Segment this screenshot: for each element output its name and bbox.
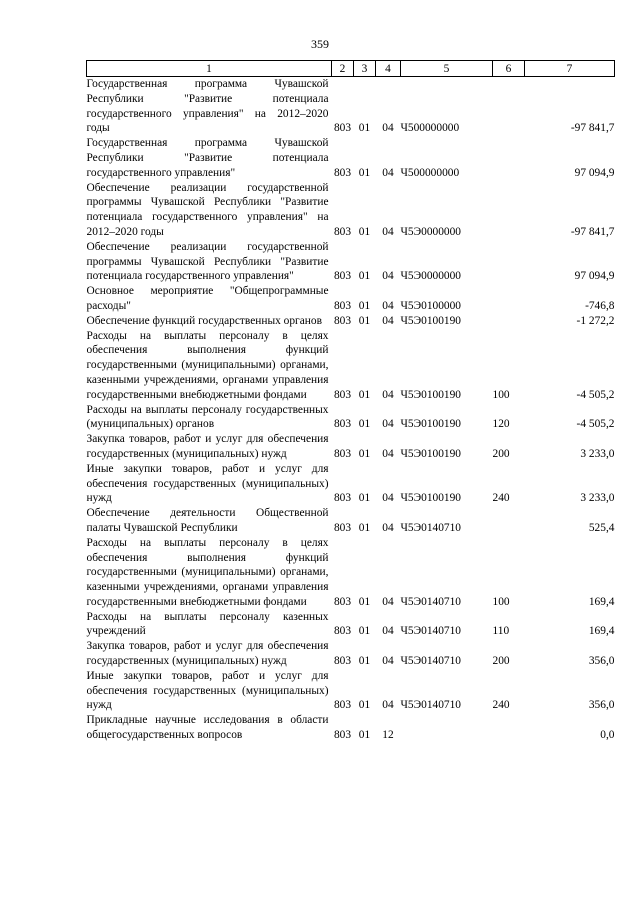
row-name-text: Обеспечение реализации государственной программы Чувашской Республики "Развитие потенциала государственного управления" xyxy=(86,240,329,283)
table-row xyxy=(87,329,615,403)
table-row xyxy=(87,669,615,713)
row-subsection-code: 04 xyxy=(382,699,394,712)
column-header: 4 xyxy=(376,61,401,77)
row-expense-type xyxy=(493,136,525,180)
row-ministry-code: 803 xyxy=(333,388,352,401)
row-name xyxy=(87,639,332,669)
row-name xyxy=(87,506,332,536)
row-section-code: 01 xyxy=(358,122,371,135)
table-row xyxy=(87,181,615,240)
row-amount: -4 505,2 xyxy=(576,418,615,431)
row-target-article: Ч5Э0140710 xyxy=(400,521,461,534)
row-amount: -97 841,7 xyxy=(570,225,615,238)
row-section-code: 01 xyxy=(358,625,371,638)
table-row xyxy=(87,506,615,536)
table-row xyxy=(87,240,615,284)
row-ministry-code: 803 xyxy=(333,447,352,460)
row-target-article xyxy=(401,713,493,743)
row-expense-type xyxy=(493,506,525,536)
row-name xyxy=(87,610,332,640)
row-target-article: Ч500000000 xyxy=(400,122,460,135)
row-ministry-code: 803 xyxy=(333,595,352,608)
column-header: 7 xyxy=(525,61,615,77)
row-section-code: 01 xyxy=(358,166,371,179)
row-name xyxy=(87,77,332,137)
row-name-text: Расходы на выплаты персоналу в целях обеспечения выполнения функций государственными (муниципальными) органами, казенными учреждениями, органами управления государственными внебюджетными фондами xyxy=(86,536,329,608)
column-header: 3 xyxy=(354,61,376,77)
row-expense-type xyxy=(493,77,525,137)
row-amount: -1 272,2 xyxy=(576,314,615,327)
row-name-text: Расходы на выплаты персоналу государственных (муниципальных) органов xyxy=(86,403,329,431)
row-name-text: Обеспечение реализации государственной программы Чувашской Республики "Развитие потенциала государственного управления" на 2012–2020 годы xyxy=(86,181,329,238)
table-row xyxy=(87,432,615,462)
row-subsection-code: 04 xyxy=(382,447,394,460)
row-target-article: Ч5Э0140710 xyxy=(400,595,461,608)
column-header: 5 xyxy=(401,61,493,77)
row-target-article: Ч500000000 xyxy=(400,166,460,179)
row-section-code: 01 xyxy=(358,492,371,505)
table-row xyxy=(87,314,615,329)
table-row xyxy=(87,403,615,433)
row-amount: 3 233,0 xyxy=(580,447,615,460)
row-name-text: Закупка товаров, работ и услуг для обеспечения государственных (муниципальных) нужд xyxy=(86,640,329,668)
row-expense-type: 240 xyxy=(492,699,510,712)
row-expense-type xyxy=(493,314,525,329)
row-name xyxy=(87,403,332,433)
column-header: 2 xyxy=(332,61,354,77)
row-expense-type: 100 xyxy=(492,595,510,608)
row-name xyxy=(87,329,332,403)
row-expense-type xyxy=(493,181,525,240)
row-ministry-code: 803 xyxy=(333,122,352,135)
row-target-article: Ч5Э0100190 xyxy=(400,388,461,401)
row-expense-type xyxy=(493,713,525,743)
row-name-text: Основное мероприятие "Общепрограммные расходы" xyxy=(86,285,329,312)
row-expense-type xyxy=(493,240,525,284)
row-expense-type: 200 xyxy=(492,447,510,460)
row-target-article: Ч5Э0100190 xyxy=(400,418,461,431)
row-amount: -746,8 xyxy=(585,299,615,312)
row-name-text: Иные закупки товаров, работ и услуг для обеспечения государственных (муниципальных) нужд xyxy=(86,462,329,505)
column-header: 6 xyxy=(493,61,525,77)
row-name-text: Обеспечение функций государственных органов xyxy=(86,314,322,327)
row-name-text: Закупка товаров, работ и услуг для обеспечения государственных (муниципальных) нужд xyxy=(86,433,329,460)
row-amount: 97 094,9 xyxy=(574,166,615,179)
row-ministry-code: 803 xyxy=(333,225,352,238)
row-section-code: 01 xyxy=(358,299,371,312)
table-row xyxy=(87,610,615,640)
row-name xyxy=(87,240,332,284)
row-subsection-code: 04 xyxy=(382,166,394,179)
row-amount: 169,4 xyxy=(588,595,615,608)
row-target-article: Ч5Э0100190 xyxy=(400,492,461,505)
row-section-code: 01 xyxy=(358,314,371,327)
row-amount: 525,4 xyxy=(588,521,615,534)
row-target-article: Ч5Э0140710 xyxy=(400,625,461,638)
row-name xyxy=(87,669,332,713)
row-amount: 169,4 xyxy=(588,625,615,638)
row-section-code: 01 xyxy=(358,595,371,608)
row-subsection-code: 04 xyxy=(382,418,394,431)
row-ministry-code: 803 xyxy=(333,492,352,505)
row-expense-type: 200 xyxy=(492,655,510,668)
row-subsection-code: 04 xyxy=(382,625,394,638)
row-section-code: 01 xyxy=(358,388,371,401)
page-number: 359 xyxy=(311,37,329,51)
row-amount: 0,0 xyxy=(600,729,615,742)
table-row xyxy=(87,284,615,314)
row-section-code: 01 xyxy=(358,418,371,431)
table-row xyxy=(87,462,615,506)
row-expense-type: 110 xyxy=(492,625,510,638)
row-expense-type: 240 xyxy=(492,492,510,505)
row-amount: -4 505,2 xyxy=(576,388,615,401)
row-name-text: Государственная программа Чувашской Республики "Развитие потенциала государственного управления" xyxy=(86,137,329,179)
row-subsection-code: 12 xyxy=(382,729,394,742)
row-amount: 97 094,9 xyxy=(574,270,615,283)
row-ministry-code: 803 xyxy=(333,521,352,534)
table-row xyxy=(87,536,615,610)
row-name-text: Обеспечение деятельности Общественной палаты Чувашской Республики xyxy=(86,507,329,534)
row-name xyxy=(87,536,332,610)
row-subsection-code: 04 xyxy=(382,299,394,312)
row-section-code: 01 xyxy=(358,655,371,668)
table-row xyxy=(87,136,615,180)
row-subsection-code: 04 xyxy=(382,388,394,401)
row-expense-type: 100 xyxy=(492,388,510,401)
row-target-article: Ч5Э0140710 xyxy=(400,655,461,668)
row-subsection-code: 04 xyxy=(382,595,394,608)
row-name xyxy=(87,136,332,180)
row-ministry-code: 803 xyxy=(333,625,352,638)
row-name-text: Иные закупки товаров, работ и услуг для обеспечения государственных (муниципальных) нужд xyxy=(86,669,329,712)
row-ministry-code: 803 xyxy=(333,166,352,179)
row-name-text: Прикладные научные исследования в области общегосударственных вопросов xyxy=(86,714,329,742)
row-section-code: 01 xyxy=(358,729,371,742)
row-subsection-code: 04 xyxy=(382,314,394,327)
column-header: 1 xyxy=(87,61,332,77)
row-name xyxy=(87,314,332,329)
table-row xyxy=(87,713,615,743)
budget-table xyxy=(86,60,615,743)
row-section-code: 01 xyxy=(358,521,371,534)
row-name xyxy=(87,462,332,506)
row-subsection-code: 04 xyxy=(382,122,394,135)
row-target-article: Ч5Э0140710 xyxy=(400,699,461,712)
table-row xyxy=(87,639,615,669)
row-target-article: Ч5Э0100190 xyxy=(400,447,461,460)
row-name-text: Расходы на выплаты персоналу в целях обеспечения выполнения функций государственными (муниципальными) органами, казенными учреждениями, органами управления государственными внебюджетными фондами xyxy=(86,329,329,401)
row-ministry-code: 803 xyxy=(333,314,352,327)
row-amount: 3 233,0 xyxy=(580,492,615,505)
row-subsection-code: 04 xyxy=(382,492,394,505)
row-expense-type xyxy=(493,284,525,314)
row-subsection-code: 04 xyxy=(382,270,394,283)
row-subsection-code: 04 xyxy=(382,521,394,534)
row-ministry-code: 803 xyxy=(333,699,352,712)
row-section-code: 01 xyxy=(358,225,371,238)
row-subsection-code: 04 xyxy=(382,225,394,238)
row-section-code: 01 xyxy=(358,270,371,283)
table-row xyxy=(87,77,615,137)
row-target-article: Ч5Э0100000 xyxy=(400,299,461,312)
row-expense-type: 120 xyxy=(492,418,510,431)
row-ministry-code: 803 xyxy=(333,418,352,431)
row-name xyxy=(87,181,332,240)
row-target-article: Ч5Э0000000 xyxy=(400,270,461,283)
row-amount: 356,0 xyxy=(588,655,615,668)
row-amount: -97 841,7 xyxy=(570,122,615,135)
row-section-code: 01 xyxy=(358,447,371,460)
row-target-article: Ч5Э0100190 xyxy=(400,314,461,327)
row-ministry-code: 803 xyxy=(333,270,352,283)
row-ministry-code: 803 xyxy=(333,299,352,312)
row-name xyxy=(87,284,332,314)
row-section-code: 01 xyxy=(358,699,371,712)
row-name-text: Расходы на выплаты персоналу казенных учреждений xyxy=(86,610,329,638)
row-name-text: Государственная программа Чувашской Республики "Развитие потенциала государственного управления" на 2012–2020 годы xyxy=(86,78,329,135)
row-ministry-code: 803 xyxy=(333,729,352,742)
row-amount: 356,0 xyxy=(588,699,615,712)
row-name xyxy=(87,432,332,462)
row-target-article: Ч5Э0000000 xyxy=(400,225,461,238)
column-header-row xyxy=(87,61,615,77)
row-ministry-code: 803 xyxy=(333,655,352,668)
row-subsection-code: 04 xyxy=(382,655,394,668)
row-name xyxy=(87,713,332,743)
